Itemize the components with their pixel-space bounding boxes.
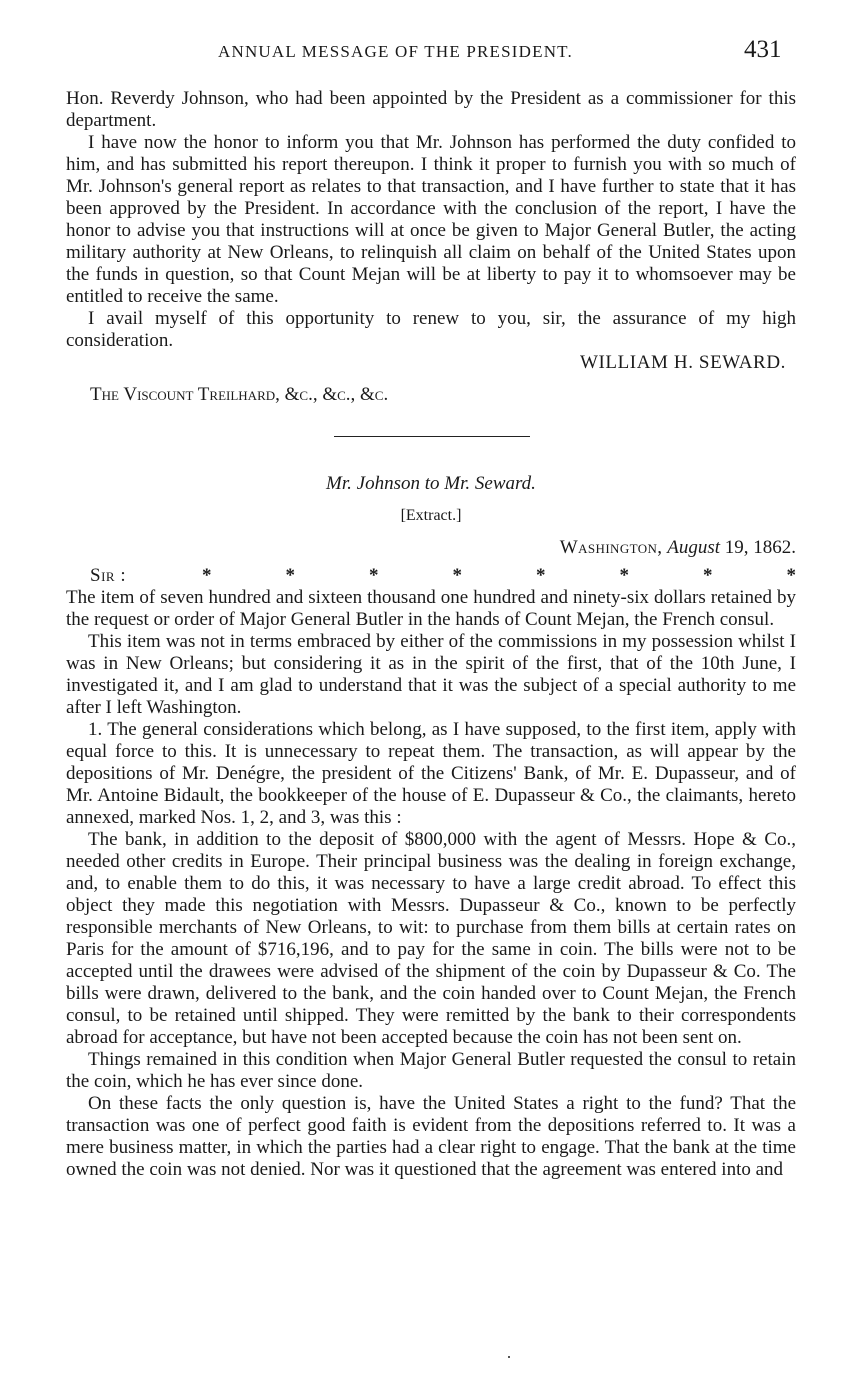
paragraph-bank: The bank, in addition to the deposit of $800,000 with the agent of Messrs. Hope & Co., needed other credits in Europe. Their principal business was the dealing in foreign exchange, and, to enable them to do this, it was necessary to have a large credit abroad. To effect this object they made this negotiation with Messrs. Dupasseur & Co., known to be perfectly responsible merchants of New Orleans, to wit: to purchase from them bills at certain rates on Paris for the amount of $716,196, and to pay for the same in coin. The bills were not to be accepted until the drawees were advised of the shipment of the coin by Dupasseur & Co. The bills were drawn, delivered to the bank, and the coin handed over to Count Mejan, the French consul, to be retained until shipped. They were remitted by the bank to their correspondents abroad for acceptance, but have not been accepted because the coin has not been sent on. [66, 829, 796, 1048]
salutation-row [66, 565, 796, 587]
dateline [66, 537, 796, 559]
print-speck [508, 1356, 510, 1358]
star-mark: * [285, 565, 295, 586]
running-title: ANNUAL MESSAGE OF THE PRESIDENT. [218, 42, 573, 61]
section-divider [334, 436, 530, 437]
paragraph-item: The item of seven hundred and sixteen thousand one hundred and ninety-six dollars retained by the request or order of Major General Butler in the hands of Count Mejan, the French consul. [66, 587, 796, 630]
paragraph-continued: Hon. Reverdy Johnson, who had been appointed by the President as a commissioner for this department. [66, 88, 796, 131]
paragraph-closing: I avail myself of this opportunity to renew to you, sir, the assurance of my high consideration. [66, 308, 796, 351]
body-text [66, 88, 796, 1181]
star-mark: * [536, 565, 546, 586]
star-mark: * [202, 565, 212, 586]
dateline-month: August [667, 537, 720, 558]
star-mark: * [703, 565, 713, 586]
paragraph-general-considerations: 1. The general considerations which belong, as I have supposed, to the first item, apply with equal force to this. It is unnecessary to repeat them. The transaction, as will appear by the depositions of Mr. Denégre, the president of the Citizens' Bank, of Mr. E. Dupasseur, and of Mr. Antoine Bidault, the bookkeeper of the house of E. Dupasseur & Co., the claimants, hereto annexed, marked Nos. 1, 2, and 3, was this : [66, 719, 796, 828]
paragraph-report: I have now the honor to inform you that Mr. Johnson has performed the duty confided to him, and has submitted his report thereupon. I think it proper to furnish you with so much of Mr. Johnson's general report as relates to that transaction, and I have further to state that it has been approved by the President. In accordance with the conclusion of the report, I have the honor to advise you that instructions will at once be given to Major General Butler, the acting military authority at New Orleans, to relinquish all claim on behalf of the United States upon the funds in question, so that Count Mejan will be at liberty to pay it to whomsoever may be entitled to receive the same. [66, 132, 796, 307]
page-number: 431 [744, 36, 782, 63]
addressee: The Viscount Treilhard, &c., &c., &c. [90, 384, 389, 405]
dateline-place: Washington, [559, 537, 663, 558]
star-mark: * [619, 565, 629, 586]
star-mark: * [452, 565, 462, 586]
star-mark: * [786, 565, 796, 586]
paragraph-remained: Things remained in this condition when Major General Butler requested the consul to retain the coin, which he has ever since done. [66, 1049, 796, 1092]
running-header [0, 36, 855, 70]
paragraph-facts: On these facts the only question is, have the United States a right to the fund? That the transaction was one of perfect good faith is evident from the depositions referred to. It was a mere business matter, in which the parties had a clear right to engage. That the bank at the time owned the coin was not denied. Nor was it questioned that the agreement was entered into and [66, 1093, 796, 1180]
extract-note: [Extract.] [400, 507, 462, 524]
ellipsis-stars [202, 565, 796, 587]
star-mark: * [369, 565, 379, 586]
signature: WILLIAM H. SEWARD. [579, 352, 786, 373]
letter-heading: Mr. Johnson to Mr. Seward. [326, 473, 536, 494]
paragraph-not-embraced: This item was not in terms embraced by either of the commissions in my possession whilst I was in New Orleans; but considering it as in the spirit of the first, that of the 10th June, I investigated it, and I am glad to understand that it was the subject of a special authority to me after I left Washington. [66, 631, 796, 718]
salutation: Sir : [90, 565, 127, 586]
dateline-date: 19, 1862. [724, 537, 796, 558]
